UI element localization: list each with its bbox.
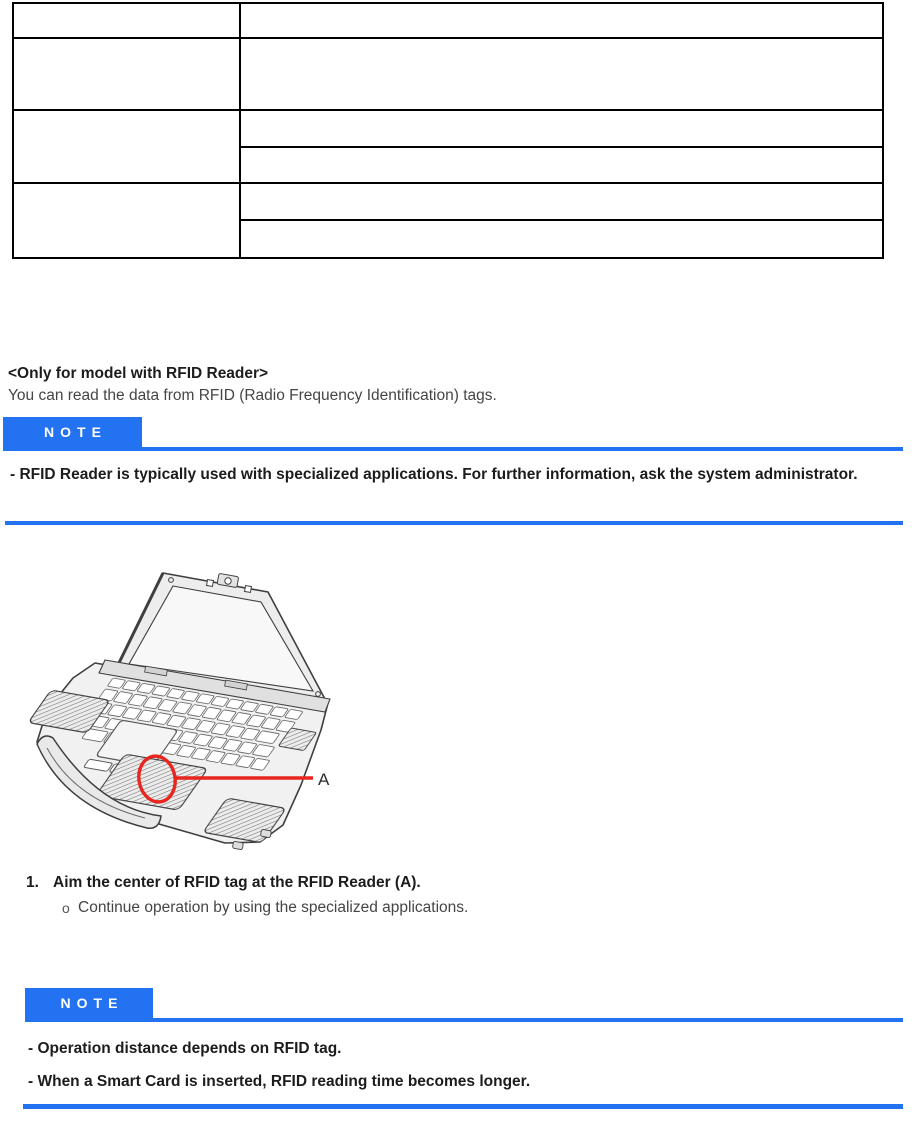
table-row-line	[14, 109, 882, 111]
note-item: - Operation distance depends on RFID tag.	[28, 1040, 342, 1057]
note-label: NOTE	[44, 424, 107, 440]
note-label: NOTE	[60, 995, 124, 1011]
sub-bullet-marker: o	[62, 900, 70, 916]
note-badge-top	[3, 417, 142, 447]
laptop-figure	[25, 560, 345, 860]
step-text: Aim the center of RFID tag at the RFID Reader (A).	[53, 874, 421, 891]
note-item: - RFID Reader is typically used with specialized applications. For further information, ask the system administrator.	[10, 466, 858, 483]
spec-table	[12, 2, 884, 259]
note-rule	[25, 1018, 903, 1022]
table-row-line	[14, 182, 882, 184]
callout-label-a: A	[318, 770, 330, 789]
note-badge-bottom	[25, 988, 153, 1018]
table-row-line	[14, 37, 882, 39]
note-rule	[3, 447, 903, 451]
section-heading: <Only for model with RFID Reader>	[8, 365, 269, 382]
note-rule	[23, 1104, 903, 1109]
sub-bullet-text: Continue operation by using the specialized applications.	[78, 899, 469, 916]
table-subrow-line	[239, 146, 882, 148]
section-intro: You can read the data from RFID (Radio Frequency Identification) tags.	[8, 387, 497, 404]
table-subrow-line	[239, 219, 882, 221]
note-item: - When a Smart Card is inserted, RFID reading time becomes longer.	[28, 1073, 531, 1090]
step-number: 1.	[26, 874, 39, 891]
note-rule	[5, 521, 903, 525]
